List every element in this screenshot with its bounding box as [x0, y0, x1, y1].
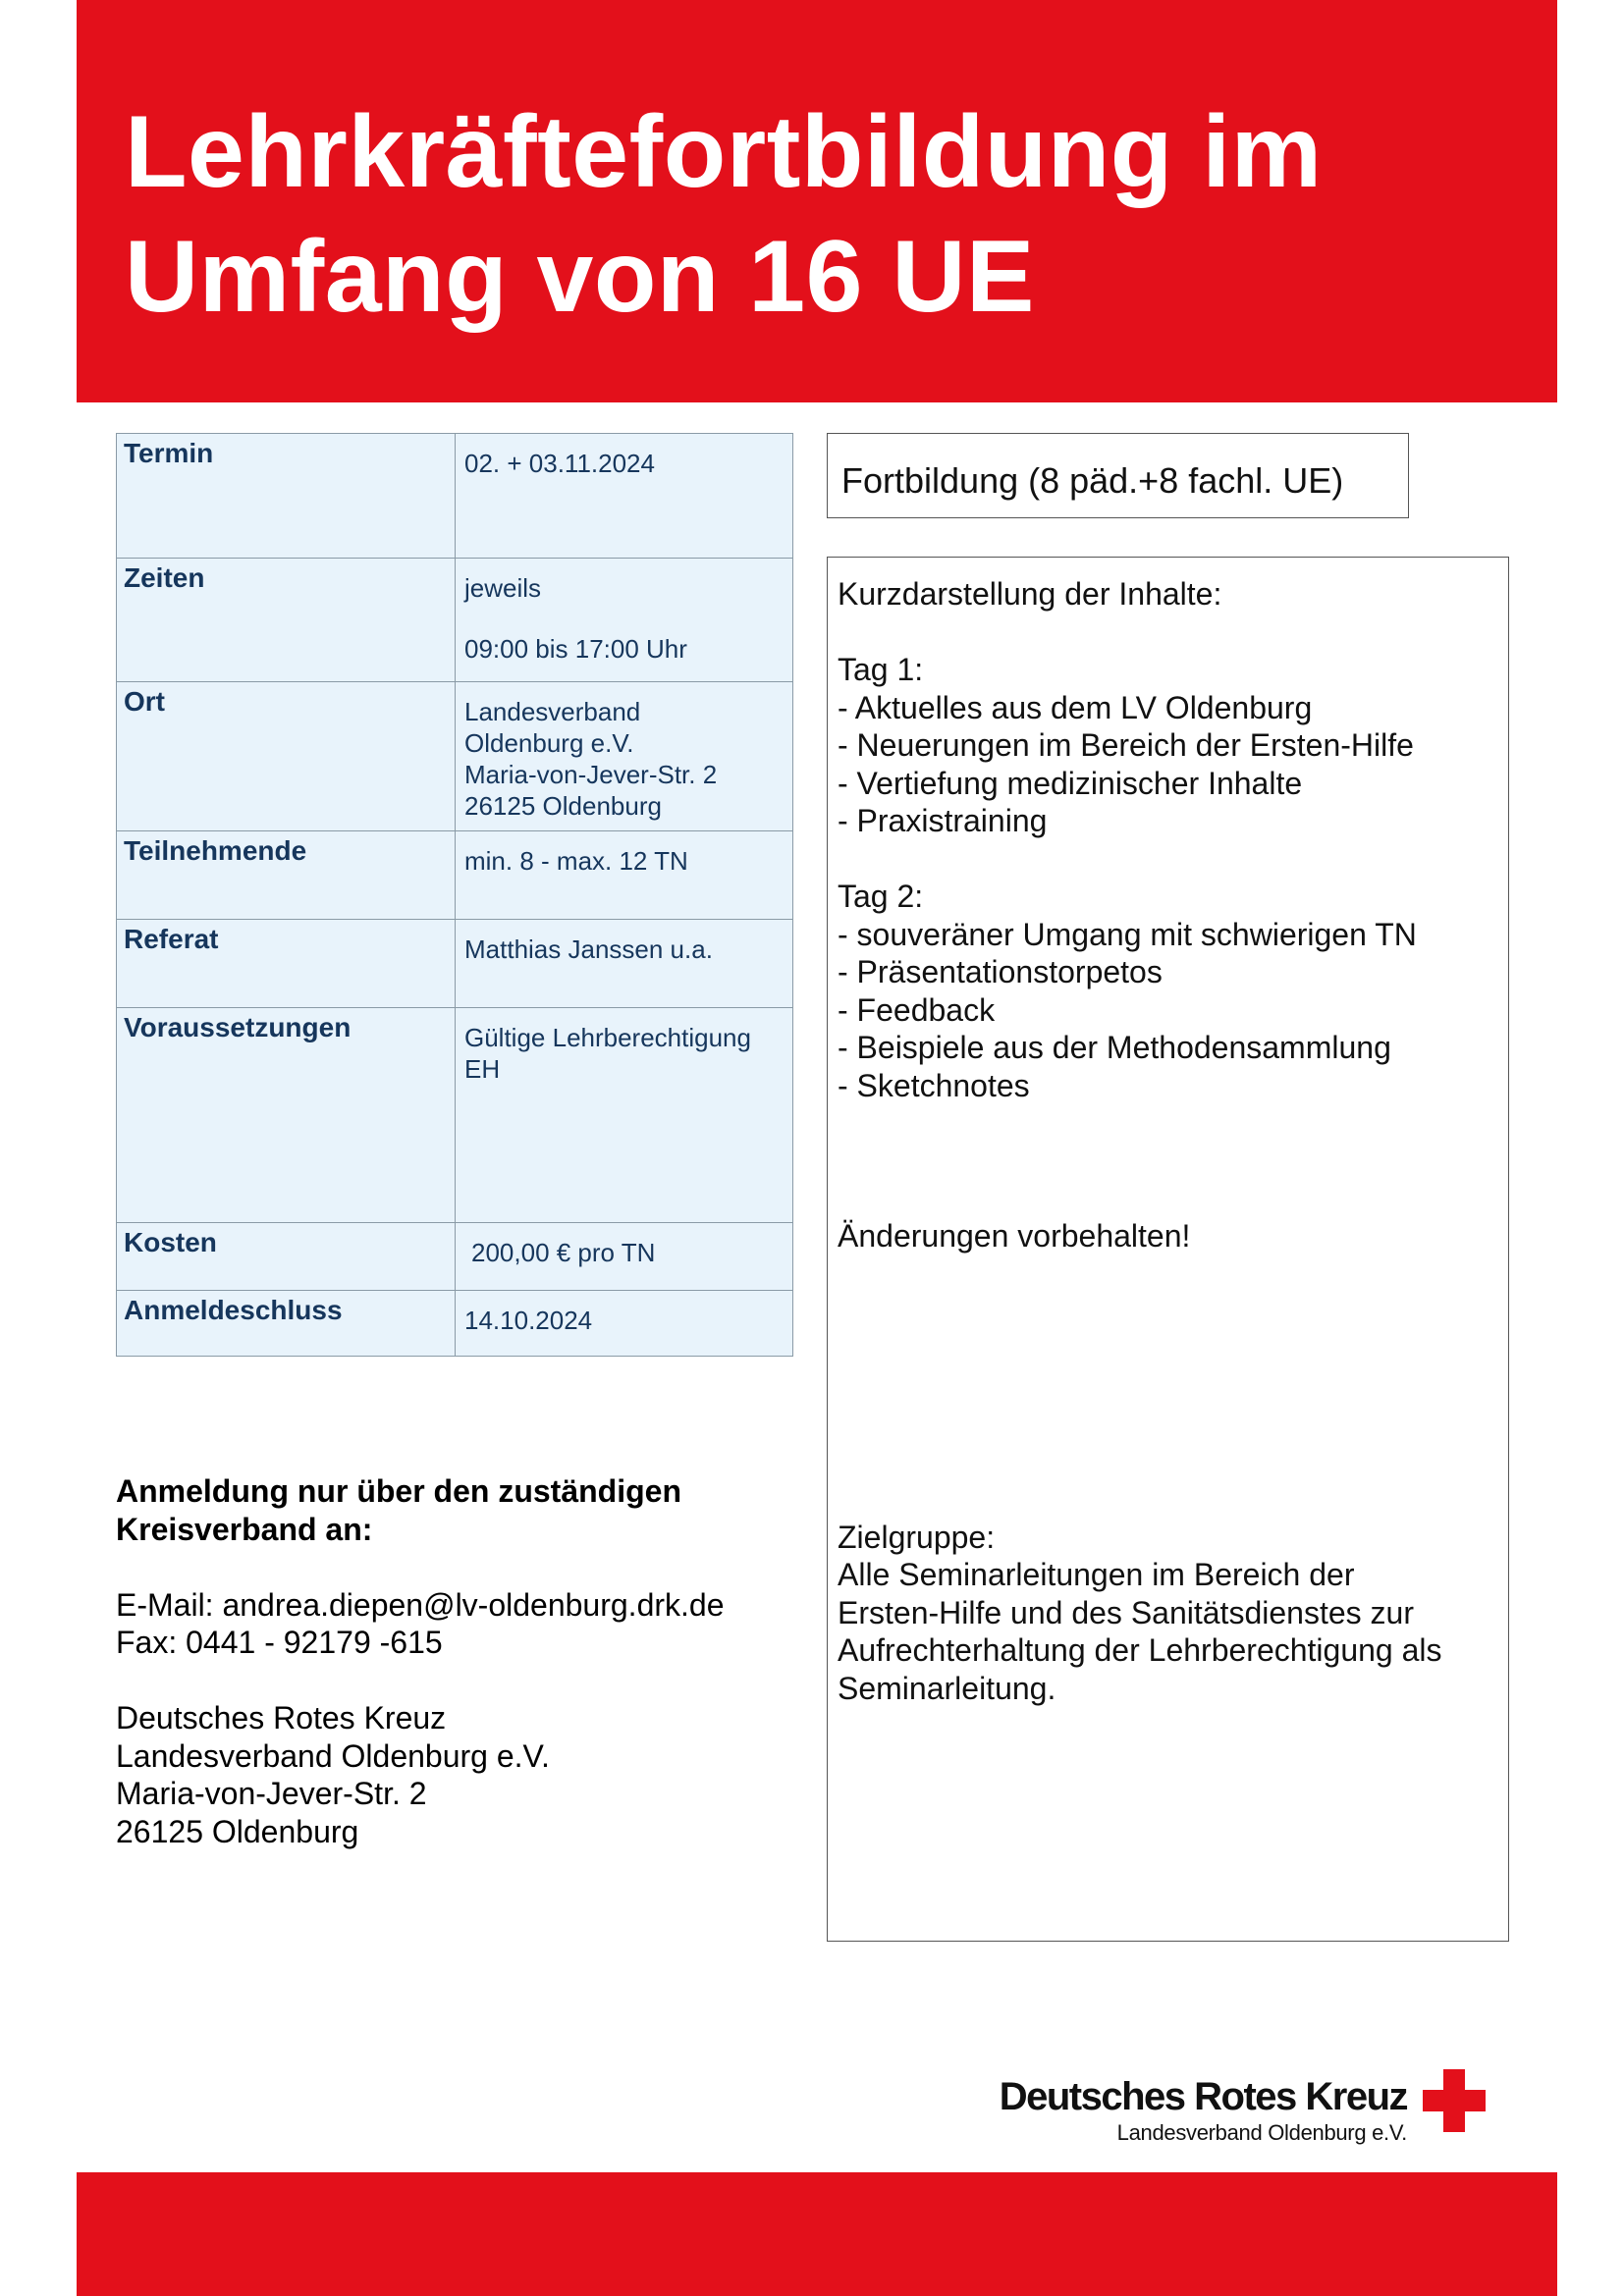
list-item: - Aktuelles aus dem LV Oldenburg [838, 689, 1313, 725]
list-item: - Neuerungen im Bereich der Ersten-Hilfe [838, 727, 1414, 763]
title-line-1: Lehrkräftefortbildung im [125, 95, 1323, 209]
row-label: Ort [117, 682, 456, 831]
title-line-2: Umfang von 16 UE [125, 220, 1035, 334]
target-group-line: Ersten-Hilfe und des Sanitätsdienstes zur [838, 1594, 1414, 1630]
target-group-line: Seminarleitung. [838, 1670, 1056, 1706]
row-value [456, 831, 793, 920]
value-line: Maria-von-Jever-Str. 2 [464, 760, 718, 789]
table-row [117, 434, 793, 559]
course-type-box: Fortbildung (8 päd.+8 fachl. UE) [827, 433, 1409, 518]
target-group-line: Alle Seminarleitungen im Bereich der [838, 1557, 1355, 1592]
table-row [117, 682, 793, 831]
fax-contact: Fax: 0441 - 92179 -615 [116, 1625, 443, 1660]
registration-heading-line: Anmeldung nur über den zuständigen [116, 1473, 681, 1509]
value-line: Matthias Janssen u.a. [464, 934, 713, 964]
row-label: Teilnehmende [117, 831, 456, 920]
value-line: min. 8 - max. 12 TN [464, 846, 688, 876]
address-line: Deutsches Rotes Kreuz [116, 1700, 447, 1735]
info-table [116, 433, 793, 1357]
row-value [456, 1008, 793, 1223]
day1-title: Tag 1: [838, 652, 924, 687]
value-line: Oldenburg e.V. [464, 728, 634, 758]
day2-title: Tag 2: [838, 879, 924, 914]
changes-notice: Änderungen vorbehalten! [838, 1218, 1191, 1254]
registration-info [116, 1472, 803, 1850]
table-row [117, 831, 793, 920]
target-group-title: Zielgruppe: [838, 1519, 996, 1555]
footer-banner [77, 2172, 1557, 2296]
value-line: 200,00 € pro TN [471, 1238, 656, 1267]
target-group-line: Aufrechterhaltung der Lehrberechtigung als [838, 1632, 1442, 1668]
row-value [456, 1291, 793, 1357]
red-cross-icon [1423, 2069, 1486, 2132]
value-line: Landesverband [464, 697, 641, 726]
address-line: Maria-von-Jever-Str. 2 [116, 1776, 427, 1811]
list-item: - Praxistraining [838, 803, 1048, 838]
value-line: 26125 Oldenburg [464, 791, 662, 821]
list-item: - Sketchnotes [838, 1067, 1030, 1103]
email-contact[interactable]: E-Mail: andrea.diepen@lv-oldenburg.drk.de [116, 1586, 725, 1623]
row-label: Anmeldeschluss [117, 1291, 456, 1357]
row-value [456, 920, 793, 1008]
address-line: 26125 Oldenburg [116, 1813, 359, 1849]
registration-heading-line: Kreisverband an: [116, 1511, 373, 1547]
row-label: Kosten [117, 1223, 456, 1291]
row-label: Voraussetzungen [117, 1008, 456, 1223]
table-row [117, 1291, 793, 1357]
value-line: EH [464, 1054, 501, 1084]
value-line: 02. + 03.11.2024 [464, 449, 655, 478]
row-value [456, 682, 793, 831]
content-intro: Kurzdarstellung der Inhalte: [838, 576, 1222, 612]
address-line: Landesverband Oldenburg e.V. [116, 1737, 550, 1774]
value-line: Gültige Lehrberechtigung [464, 1023, 751, 1052]
table-row [117, 1223, 793, 1291]
row-label: Zeiten [117, 559, 456, 682]
table-row [117, 559, 793, 682]
logo-subtitle: Landesverband Oldenburg e.V. [1116, 2120, 1407, 2145]
value-line: 14.10.2024 [464, 1306, 593, 1335]
value-line: jeweils [464, 573, 542, 603]
content-summary-box [827, 557, 1509, 1942]
list-item: - Beispiele aus der Methodensammlung [838, 1030, 1391, 1065]
list-item: - Feedback [838, 991, 996, 1028]
list-item: - Präsentationstorpetos [838, 954, 1163, 989]
value-line: 09:00 bis 17:00 Uhr [464, 634, 687, 664]
row-value [456, 559, 793, 682]
drk-logo [972, 2065, 1488, 2144]
row-value [456, 1223, 793, 1291]
row-label: Termin [117, 434, 456, 559]
row-value [456, 434, 793, 559]
table-row [117, 920, 793, 1008]
logo-name: Deutsches Rotes Kreuz [999, 2075, 1407, 2118]
page-title [125, 90, 1519, 340]
list-item: - Vertiefung medizinischer Inhalte [838, 765, 1303, 801]
list-item: - souveräner Umgang mit schwierigen TN [838, 916, 1417, 952]
row-label: Referat [117, 920, 456, 1008]
table-row [117, 1008, 793, 1223]
